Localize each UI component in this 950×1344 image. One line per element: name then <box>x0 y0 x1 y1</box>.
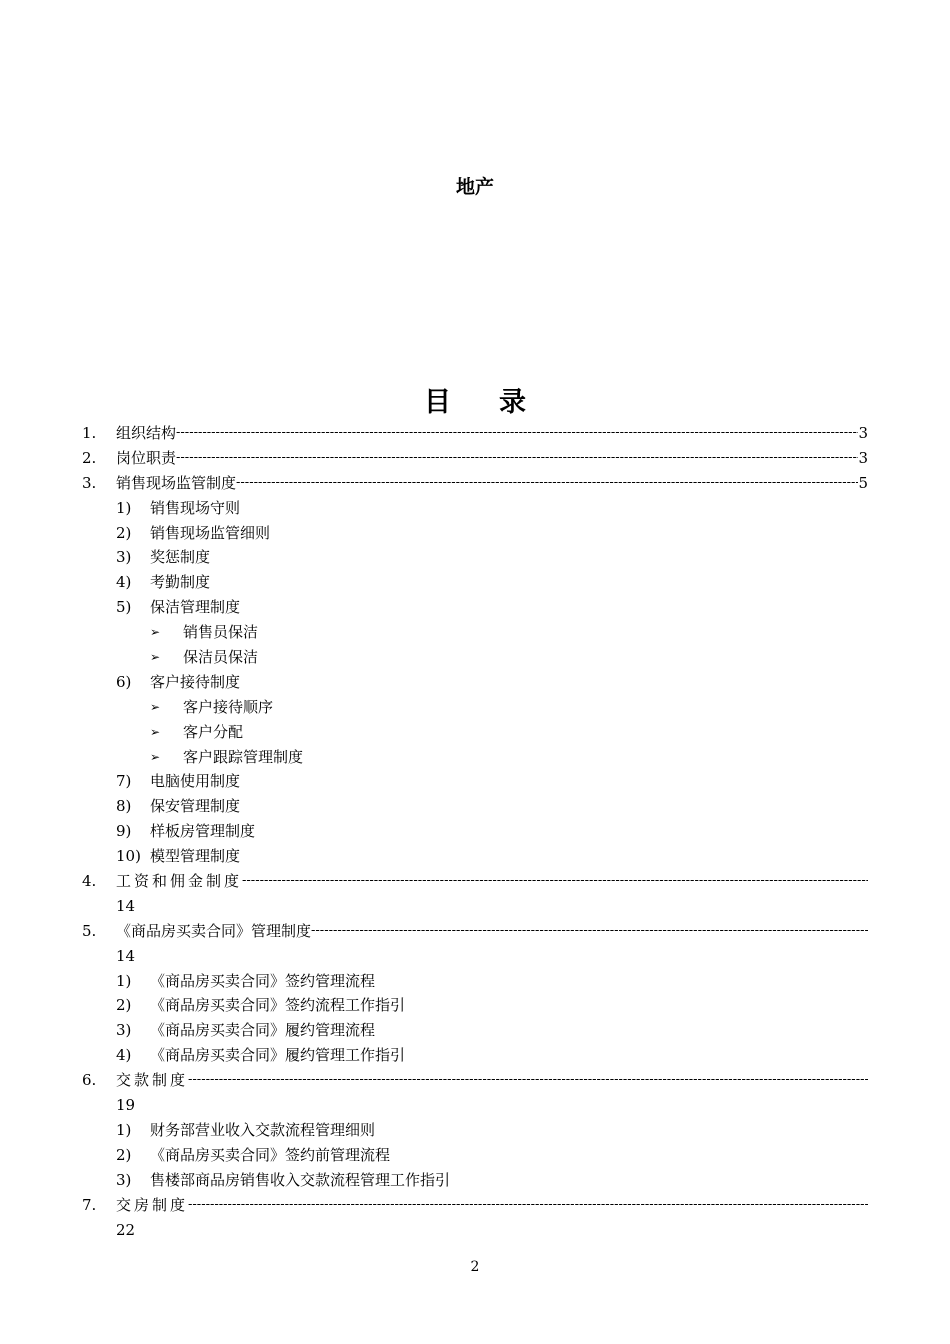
toc-subentry[interactable] <box>82 1043 868 1068</box>
toc-entry-page: 3 <box>858 448 868 467</box>
leader-dots <box>236 471 858 496</box>
leader-dots <box>176 446 858 471</box>
toc-entry-label: 售楼部商品房销售收入交款流程管理工作指引 <box>150 1170 451 1189</box>
toc-subentry[interactable] <box>82 794 868 819</box>
toc-entry-label: 销售现场监管制度 <box>116 473 237 492</box>
toc-entry-label: 客户分配 <box>183 722 244 741</box>
toc-bullet-entry[interactable] <box>82 720 868 745</box>
toc-entry[interactable] <box>82 919 868 944</box>
toc-subentry[interactable] <box>82 1018 868 1043</box>
toc-entry-number: 4. <box>82 872 97 891</box>
leader-dots <box>188 1193 868 1218</box>
toc-entry-number: 3) <box>116 548 132 567</box>
toc-heading: 目录 <box>424 387 574 418</box>
toc-entry-label: 《商品房买卖合同》履约管理工作指引 <box>150 1046 406 1065</box>
leader-dots <box>242 869 868 894</box>
toc-entry[interactable] <box>82 869 868 894</box>
toc-bullet-entry[interactable] <box>82 645 868 670</box>
toc-subentry[interactable] <box>82 521 868 546</box>
toc-entry[interactable] <box>82 471 868 496</box>
toc-entry-page: 19 <box>116 1096 136 1115</box>
toc-entry-label: 考勤制度 <box>150 573 211 592</box>
toc-entry-number: 2. <box>82 448 97 467</box>
toc-entry-label: 客户接待制度 <box>150 672 241 691</box>
toc-entry-label: 交款制度 <box>116 1071 189 1090</box>
toc-subentry[interactable] <box>82 496 868 521</box>
toc-entry-number: 2) <box>116 523 132 542</box>
toc-entry-number: 1. <box>82 424 97 442</box>
toc-entry-label: 岗位职责 <box>116 448 177 467</box>
toc-entry-label: 电脑使用制度 <box>150 772 241 791</box>
page-number: 2 <box>470 1259 480 1275</box>
leader-dots <box>188 1068 868 1093</box>
toc-subentry[interactable] <box>82 769 868 794</box>
toc-entry-page: 14 <box>116 896 136 915</box>
toc-entry-label: 《商品房买卖合同》签约前管理流程 <box>150 1145 391 1164</box>
toc-entry[interactable] <box>82 421 868 446</box>
toc-entry-label: 财务部营业收入交款流程管理细则 <box>150 1120 376 1139</box>
toc-entry-page-wrap <box>82 944 868 969</box>
toc-entry-number: 5. <box>82 921 97 940</box>
toc-subentry[interactable] <box>82 570 868 595</box>
toc-entry-number: 9) <box>116 822 132 841</box>
toc-subentry[interactable] <box>82 993 868 1018</box>
toc-entry[interactable] <box>82 1068 868 1093</box>
toc-entry-number: 3) <box>116 1170 132 1189</box>
toc-subentry[interactable] <box>82 819 868 844</box>
toc-entry-number: 7) <box>116 772 132 791</box>
toc-entry-number: 4) <box>116 573 132 592</box>
toc-entry-label: 模型管理制度 <box>150 847 241 866</box>
toc-entry-label: 样板房管理制度 <box>150 822 256 841</box>
toc-entry-label: 《商品房买卖合同》履约管理流程 <box>150 1021 376 1040</box>
toc-entry-number: 1) <box>116 1120 132 1139</box>
toc-entry-page-wrap <box>82 894 868 919</box>
leader-dots <box>176 421 858 446</box>
toc-subentry[interactable] <box>82 1143 868 1168</box>
document-title: 地产 <box>455 176 494 198</box>
toc-entry-number: 8) <box>116 797 132 816</box>
toc-entry-page-wrap <box>82 1093 868 1118</box>
toc-entry-number: 5) <box>116 598 132 617</box>
toc-entry-label: 《商品房买卖合同》管理制度 <box>116 921 312 940</box>
toc-entry-number: 3. <box>82 473 97 492</box>
toc-entry-label: 客户接待顺序 <box>183 697 274 716</box>
toc-entry-label: 工资和佣金制度 <box>116 872 243 891</box>
toc-entry-number: 7. <box>82 1195 97 1214</box>
toc-bullet-entry[interactable] <box>82 695 868 720</box>
toc-entry-label: 保洁管理制度 <box>150 598 241 617</box>
toc-entry-page: 14 <box>116 946 136 965</box>
toc-entry-number: 1) <box>116 498 132 517</box>
arrow-bullet-icon: ➢ <box>150 650 161 665</box>
toc-entry-page-wrap <box>82 1218 868 1243</box>
toc-entry-label: 组织结构 <box>116 424 177 442</box>
toc-entry[interactable] <box>82 1193 868 1218</box>
arrow-bullet-icon: ➢ <box>150 724 161 739</box>
table-of-contents <box>82 421 868 1242</box>
toc-subentry[interactable] <box>82 969 868 994</box>
toc-entry-number: 6. <box>82 1071 97 1090</box>
arrow-bullet-icon: ➢ <box>150 625 161 640</box>
toc-entry-label: 保洁员保洁 <box>183 648 259 667</box>
toc-entry-page: 22 <box>116 1220 136 1239</box>
toc-entry-number: 2) <box>116 996 132 1015</box>
toc-subentry[interactable] <box>82 670 868 695</box>
toc-entry-label: 《商品房买卖合同》签约流程工作指引 <box>150 996 406 1015</box>
toc-subentry[interactable] <box>82 595 868 620</box>
toc-entry-number: 4) <box>116 1046 132 1065</box>
toc-entry-label: 奖惩制度 <box>150 548 211 567</box>
toc-entry[interactable] <box>82 446 868 471</box>
toc-entry-page: 5 <box>858 473 868 492</box>
toc-entry-label: 销售员保洁 <box>183 623 259 642</box>
toc-entry-label: 保安管理制度 <box>150 797 241 816</box>
toc-entry-label: 客户跟踪管理制度 <box>183 747 304 766</box>
toc-subentry[interactable] <box>82 844 868 869</box>
toc-bullet-entry[interactable] <box>82 745 868 770</box>
toc-subentry[interactable] <box>82 1168 868 1193</box>
toc-entry-label: 销售现场监管细则 <box>150 523 271 542</box>
arrow-bullet-icon: ➢ <box>150 699 161 714</box>
toc-entry-number: 2) <box>116 1145 132 1164</box>
toc-entry-page: 3 <box>858 424 868 442</box>
toc-bullet-entry[interactable] <box>82 620 868 645</box>
toc-entry-number: 6) <box>116 672 132 691</box>
toc-subentry[interactable] <box>82 1118 868 1143</box>
arrow-bullet-icon: ➢ <box>150 749 161 764</box>
toc-entry-label: 交房制度 <box>116 1195 189 1214</box>
toc-entry-label: 《商品房买卖合同》签约管理流程 <box>150 971 376 990</box>
toc-entry-number: 10) <box>116 847 141 866</box>
toc-entry-number: 3) <box>116 1021 132 1040</box>
toc-subentry[interactable] <box>82 545 868 570</box>
toc-entry-label: 销售现场守则 <box>150 498 241 517</box>
leader-dots <box>311 919 868 944</box>
toc-entry-number: 1) <box>116 971 132 990</box>
